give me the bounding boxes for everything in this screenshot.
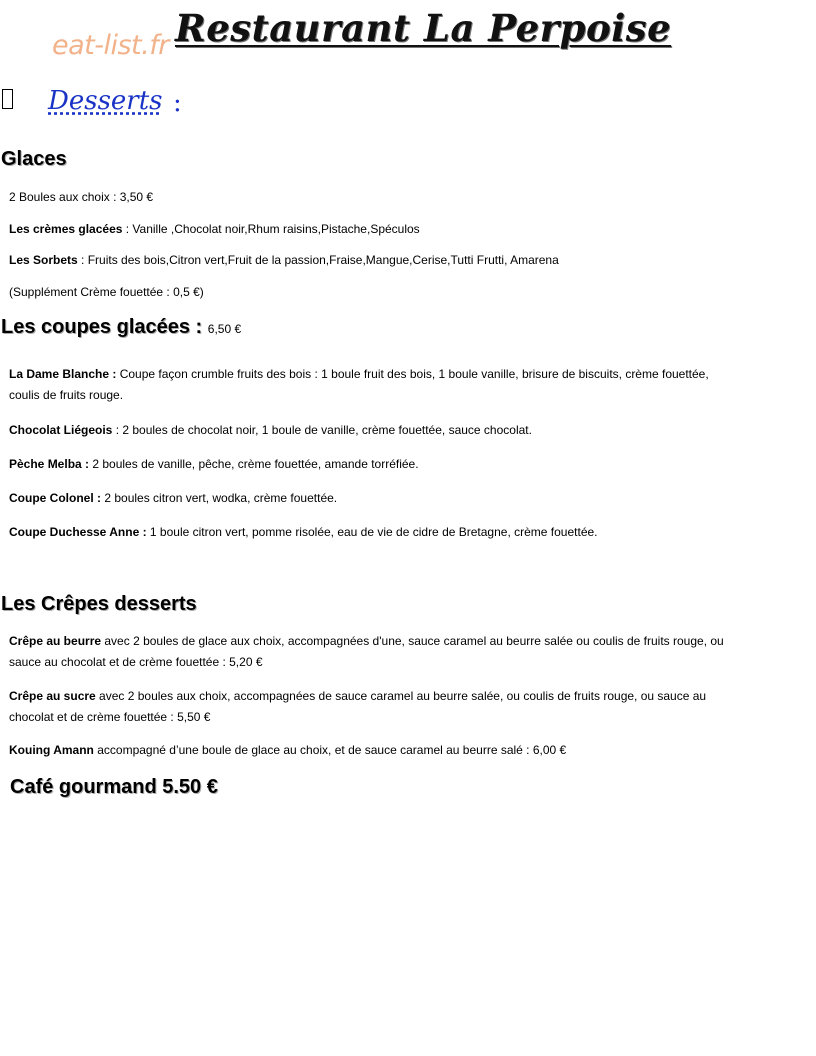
coupe-item-label: Coupe Duchesse Anne : [9, 525, 147, 539]
glaces-heading: Glaces [1, 148, 67, 170]
coupe-item-label: Chocolat Liégeois [9, 423, 113, 437]
desserts-section-link[interactable]: Desserts [48, 86, 163, 116]
crepe-item-text: avec 2 boules aux choix, accompagnées de sauce caramel au beurre salée, ou coulis de fruits rouge, ou sauce au [95, 689, 707, 703]
sorbets-text: : Fruits des bois,Citron vert,Fruit de la passion,Fraise,Mangue,Cerise,Tutti Frutti, Amarena [77, 253, 559, 267]
crepe-item-text-cont: sauce au chocolat et de crème fouettée : 5,20 € [9, 655, 263, 669]
coupes-heading [1, 316, 241, 339]
coupe-item-duchesse-anne [9, 522, 598, 543]
glaces-cremes-line [9, 219, 420, 240]
coupe-item-text: 1 boule citron vert, pomme risolée, eau de vie de cidre de Bretagne, crème fouettée. [146, 525, 598, 539]
cremes-text: : Vanille ,Chocolat noir,Rhum raisins,Pistache,Spéculos [122, 222, 420, 236]
crepe-item-label: Kouing Amann [9, 743, 94, 757]
sorbets-label: Les Sorbets [9, 253, 78, 267]
cafe-gourmand-heading: Café gourmand 5.50 € [10, 776, 218, 798]
coupe-item-text: 2 boules de vanille, pêche, crème fouettée, amande torréfiée. [89, 457, 419, 471]
crepe-item-text-cont: chocolat et de crème fouettée : 5,50 € [9, 710, 211, 724]
crepe-item-label: Crêpe au sucre [9, 689, 96, 703]
bullet-square-icon [2, 89, 13, 109]
cremes-label: Les crèmes glacées [9, 222, 123, 236]
coupe-item-chocolat-liegeois [9, 420, 532, 441]
crepes-heading: Les Crêpes desserts [1, 593, 197, 615]
crepe-item-text: accompagné d’une boule de glace au choix, et de sauce caramel au beurre salé : 6,00 € [93, 743, 567, 757]
coupe-item-colonel [9, 488, 337, 509]
glaces-two-scoops: 2 Boules aux choix : 3,50 € [9, 190, 154, 204]
watermark-site-name: eat-list.fr [52, 30, 169, 61]
coupe-item-text-cont: coulis de fruits rouge. [9, 388, 124, 402]
coupe-item-label: La Dame Blanche : [9, 367, 117, 381]
glaces-supplement: (Supplément Crème fouettée : 0,5 €) [9, 285, 204, 299]
crepe-item-sucre [9, 686, 809, 728]
coupes-price: 6,50 € [207, 322, 242, 336]
crepe-item-beurre [9, 631, 809, 673]
section-colon: : [173, 88, 182, 118]
coupe-item-dame-blanche [9, 364, 809, 406]
coupes-heading-text: Les coupes glacées : [1, 316, 203, 338]
restaurant-title: Restaurant La Perpoise [175, 6, 672, 50]
coupe-item-label: Pèche Melba : [9, 457, 90, 471]
crepe-item-label: Crêpe au beurre [9, 634, 102, 648]
crepe-item-text: avec 2 boules de glace aux choix, accompagnées d'une, sauce caramel au beurre salée ou coulis de fruits rouge, ou [101, 634, 724, 648]
coupe-item-text: Coupe façon crumble fruits des bois : 1 boule fruit des bois, 1 boule vanille, brisure de biscuits, crème fouettée, [116, 367, 709, 381]
coupe-item-peche-melba [9, 454, 419, 475]
coupe-item-text: : 2 boules de chocolat noir, 1 boule de vanille, crème fouettée, sauce chocolat. [112, 423, 532, 437]
coupe-item-label: Coupe Colonel : [9, 491, 101, 505]
glaces-sorbets-line [9, 250, 559, 271]
coupe-item-text: 2 boules citron vert, wodka, crème fouettée. [101, 491, 338, 505]
crepe-item-kouign-amann [9, 740, 566, 761]
